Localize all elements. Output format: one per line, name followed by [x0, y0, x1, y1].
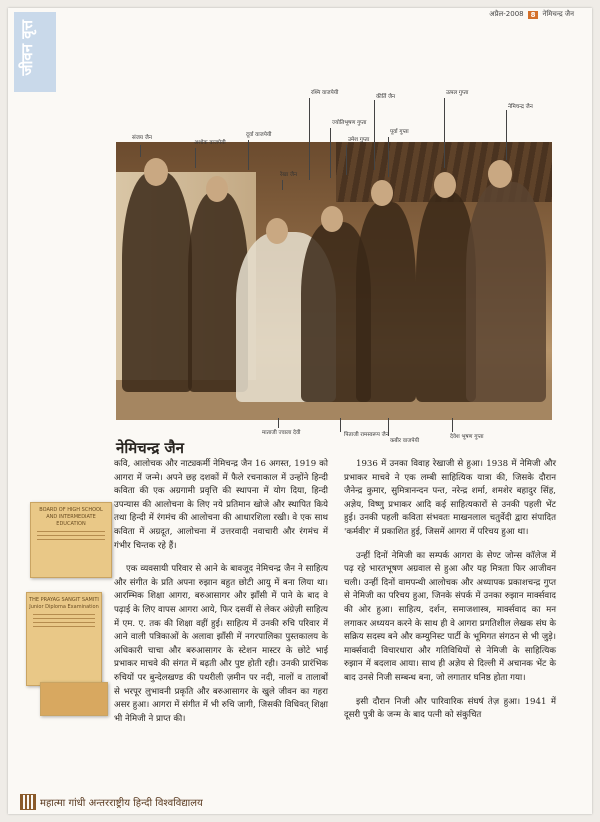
photo-label: संजय जैन	[132, 135, 152, 141]
section-tab	[14, 12, 56, 92]
header-section: नेमिचन्द्र जैन	[542, 10, 574, 18]
photo-label: नेमिचन्द्र जैन	[508, 104, 533, 110]
photo-label: उत्पल गुप्ता	[446, 90, 469, 96]
footer-university: महात्मा गांधी अन्तरराष्ट्रीय हिन्दी विश्वविद्यालय	[40, 798, 203, 809]
certificate-image: BOARD OF HIGH SCHOOL AND INTERMEDIATE EDUCATION	[30, 502, 112, 578]
photo-label: देवेश भूषण गुप्ता	[450, 434, 484, 440]
photo-label: माताजी ज्वाला देवी	[262, 430, 301, 436]
paragraph: उन्हीं दिनों नेमिजी का सम्पर्क आगरा के सेण्ट जोन्स कॉलेज में पढ़ रहे भारतभूषण अग्रवाल से हुआ और यह मित्रता फिर आजीवन चली। उन्हीं दिनों वामपन्थी आलोचक और अध्यापक प्रकाशचन्द्र गुप्त से नेमिजी का परिचय हुआ, जिनके संपर्क में उनका रुझान मार्क्सवाद की ओर हुआ। साहित्य, दर्शन, समाजशास्त्र, मार्क्सवाद का मन लगाकर अध्ययन करने के साथ ही वे आगरा प्रगतिशील लेखक संघ के सक्रिय सदस्य बने और कम्युनिस्ट पार्टी के भूमिगत संगठन से भी जुड़े। मार्क्सवादी विचारधारा और गतिविधियों से नेमिजी के साहित्यिक रुझान में बदलाव आया। साथ ही अज्ञेय से दिल्ली में अचानक भेंट के बाद उनसे निजी सम्बन्ध बना, जो लगातार घनिष्ठ होता गया।	[344, 550, 556, 683]
paragraph: 1936 में उनका विवाह रेखाजी से हुआ। 1938 में नेमिजी और प्रभाकर माचवे ने एक लम्बी साहित्यिक यात्रा की, जिसके दौरान जैनेन्द्र कुमार, सुमित्रानन्दन पन्त, नरेन्द्र शर्मा, शमशेर बहादुर सिंह, अज्ञेय, विष्णु प्रभाकर आदि कई साहित्यकारों से उनकी पहली भेंट हुई। उनकी पहली कविता संभवतः माखनलाल चतुर्वेदी द्वारा संपादित 'कर्मवीर' में प्रकाशित हुई, जिसमें आगरा में परिचय हुआ था।	[344, 459, 556, 537]
receipt-image	[40, 682, 108, 716]
section-tab-label: जीवन वृत्त	[18, 20, 36, 76]
column-right	[344, 458, 556, 733]
column-left	[114, 458, 328, 736]
photo-label: कीर्ति जैन	[376, 94, 396, 100]
photo-label: पिताजी रामस्वरूप जैन	[344, 432, 389, 438]
family-photo	[116, 142, 552, 420]
university-logo-icon	[20, 794, 36, 810]
photo-label: दूर्वा वाजपेयी	[246, 132, 272, 138]
photo-label: कबीर वाजपेयी	[390, 438, 420, 444]
article-title: नेमिचन्द्र जैन	[116, 439, 184, 457]
header-date: अप्रैल-2008	[489, 10, 524, 18]
photo-label: उमेश गुप्ता	[348, 137, 370, 143]
paragraph: एक व्यवसायी परिवार से आने के बावजूद नेमिचन्द्र जैन ने साहित्य और संगीत के प्रति अपना रुझान बहुत छोटी आयु में बना लिया था। आरम्भिक शिक्षा आगरा, बरुआसागर और झाँसी में पाने के बाद वे पढ़ाई के लिए वापस आगरा आये, फिर दसवीं से लेकर अंग्रेज़ी साहित्य में एम. ए. तक की शिक्षा वहीं हुई। साहित्य में उनकी रुचि परिवार में आने वाली पत्रिकाओं के अलावा झाँसी में नगरपालिका पुस्तकालय के अधिकारी चाचा और बरुआसागर के स्टेशन मास्टर के छोटे भाई प्रभाकर माचवे की संगत में बढ़ती और पुष्ट होती रही। उनकी प्रारंभिक रुचियों पर बुन्देलखण्ड की पथरीली ज़मीन पर नदी, नालों व तालाबों से भरपूर लुभावनी प्रकृति और बरुआसागर के खुले जीवन का गहरा असर हुआ। आगरा में संगीत में भी रुचि जागी, जिसकी विधिवत् शिक्षा भी नेमिजी ने प्राप्त की।	[114, 564, 328, 724]
paragraph: इसी दौरान निजी और पारिवारिक संघर्ष तेज़ हुआ। 1941 में दूसरी पुत्री के जन्म के बाद पत्नी को संकुचित	[344, 696, 556, 721]
photo-label: ज्योतिभूषण गुप्ता	[332, 120, 367, 126]
page-number: 8	[528, 11, 539, 19]
photo-label: अशोक वाजपेयी	[194, 140, 226, 146]
page-header	[489, 10, 574, 19]
music-certificate-image: THE PRAYAG SANGIT SAMITI Junior Diploma Examination	[26, 592, 102, 686]
paragraph: कवि, आलोचक और नाट्यकर्मी नेमिचन्द्र जैन 16 अगस्त, 1919 को आगरा में जन्मे। अपने छह दशकों में फैले रचनाकाल में उन्होंने हिन्दी कविता की एक अग्रगामी प्रवृत्ति की स्थापना में योग दिया, हिन्दी उपन्यास की आलोचना के लिए नये प्रतिमान खोजे और स्थापित किये तथा हिन्दी में रंगमंच की आलोचना की आधारशिला रखी। वे एक साथ कविता में अग्रदूत, आलोचना में उत्तरवादी नवाचारी और रंगमंच में गंभीर चिन्तक रहे हैं।	[114, 459, 328, 551]
photo-label: रेखा जैन	[280, 172, 298, 178]
footer	[20, 794, 203, 810]
photo-label: रश्मि वाजपेयी	[311, 90, 339, 96]
photo-label: पूर्वा गुप्ता	[390, 129, 409, 135]
